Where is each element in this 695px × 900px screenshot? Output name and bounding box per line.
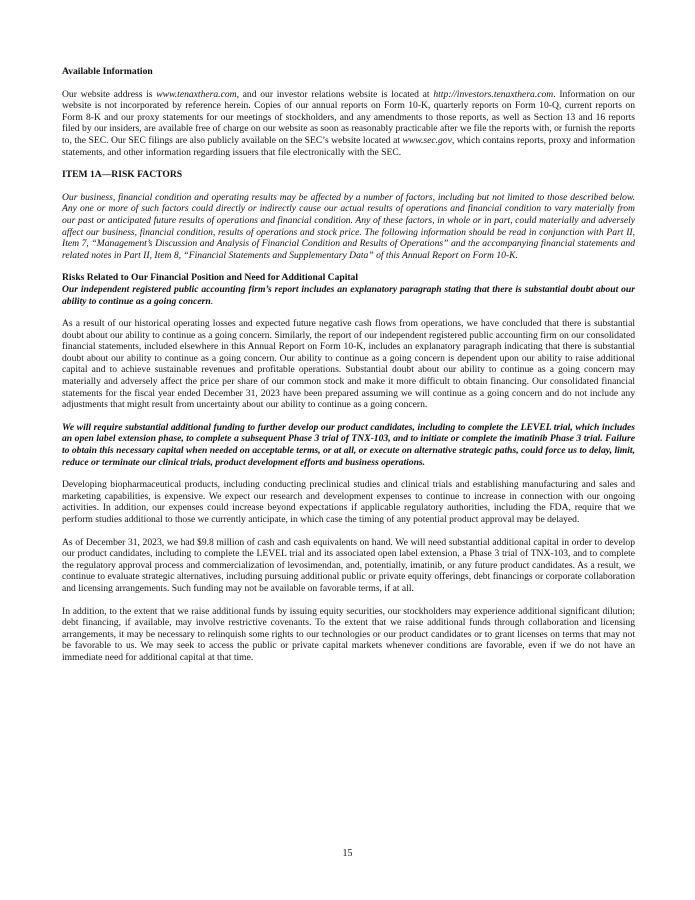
available-information-heading: Available Information [62, 66, 153, 77]
investor-relations-link: http://investors.tenaxthera.com [433, 88, 554, 100]
going-concern-paragraph: As a result of our historical operating losses and expected future negative cash flows from operations, we have concluded that there is substantial doubt about our ability to continue as a going concern. Similarly, the report of our independent registered public accounting firm on our consolidated financial statements, included elsewhere in this Annual Report on Form 10-K, includes an explanatory paragraph indicating that there is substantial doubt about our ability to continue as a going concern. Our ability to continue as a going concern is dependent upon our ability to raise additional capital and to achieve sustainable revenues and profitable operations. Substantial doubt about our ability to continue as a going concern may materially and adversely affect the price per share of our common stock and make it more difficult to obtain financing. Our consolidated financial statements for the fiscal year ended December 31, 2023 have been prepared assuming we will continue as a going concern and do not include any adjustments that might result from uncertainty about our ability to continue as a going concern. [62, 318, 635, 411]
financial-risks-heading: Risks Related to Our Financial Position and Need for Additional Capital [62, 272, 359, 284]
page-number: 15 [342, 848, 353, 859]
available-information-paragraph: Our website address is www.tenaxthera.com, and our investor relations website is located at http://investors.tenaxthera.com. Information on our website is not incorporated by reference herein. Copies of our annual reports on Form 10-K, quarterly reports on Form 10-Q, current reports on Form 8-K and our proxy statements for our meetings of stockholders, and any amendments to those reports, as well as Section 13 and 16 reports filed by our insiders, are available free of charge on our website as soon as reasonably practicable after we file the reports with, or furnish the reports to, the SEC. Our SEC filings are also publicly available on the SEC’s website located at www.sec.gov, which contains reports, proxy and information statements, and other information regarding issuers that file electronically with the SEC. [62, 88, 635, 158]
funding-paragraph-2: As of December 31, 2023, we had $9.8 million of cash and cash equivalents on hand. We will need substantial additional capital in order to develop our product candidates, including to complete the LEVEL trial and its associated open label extension, a Phase 3 trial of TNX-103, and to complete the regulatory approval process and commercialization of levosimendan, and, potentially, imatinib, or any future product candidates. As a result, we continue to evaluate strategic alternatives, including pursuing additional public or private equity offerings, debt financings or corporate collaboration and licensing arrangements. Such funding may not be available on favorable terms, if at all. [62, 536, 635, 594]
risk-factors-intro: Our business, financial condition and operating results may be affected by a number of factors, including but not limited to those described below. Any one or more of such factors could directly or indirectly cause our actual results of operations and financial condition to vary materially from our past or anticipated future results of operations and financial condition. Any of these factors, in whole or in part, could materially and adversely affect our business, financial condition, results of operations and stock price. The following information should be read in conjunction with Part II, Item 7, “Management’s Discussion and Analysis of Financial Condition and Results of Operations” and the accompanying financial statements and related notes in Part II, Item 8, “Financial Statements and Supplementary Data” of this Annual Report on Form 10-K. [62, 191, 635, 261]
sec-website-link: www.sec.gov [402, 134, 452, 146]
going-concern-title: Our independent registered public accounting firm’s report includes an explanatory paragraph stating that there is substantial doubt about our ability to continue as a going concern. [62, 283, 635, 307]
funding-paragraph-3: In addition, to the extent that we raise additional funds by issuing equity securities, our stockholders may experience additional significant dilution; debt financing, if available, may involve restrictive covenants. To the extent that we raise additional funds through collaboration and licensing arrangements, it may be necessary to relinquish some rights to our technologies or our product candidates or to grant licenses on terms that may not be favorable to us. We may seek to access the public or private capital markets whenever conditions are favorable, even if we do not have an immediate need for additional capital at that time. [62, 605, 635, 663]
item-1a-heading: ITEM 1A—RISK FACTORS [62, 169, 183, 181]
funding-paragraph-1: Developing biopharmaceutical products, including conducting preclinical studies and clinical trials and establishing manufacturing and sales and marketing capabilities, is expensive. We expect our research and development expenses to continue to increase in connection with our ongoing activities. In addition, our expenses could increase beyond expectations if applicable regulatory authorities, including the FDA, require that we perform studies additional to those we currently anticipate, in which case the timing of any potential product approval may be delayed. [62, 479, 635, 525]
funding-risk-title: We will require substantial additional funding to further develop our product candidates, including to complete the LEVEL trial, which includes an open label extension phase, to complete a subsequent Phase 3 trial of TNX-103, and to initiate or complete the imatinib Phase 3 trial. Failure to obtain this necessary capital when needed on acceptable terms, or at all, or execute on alternative strategic paths, could force us to delay, limit, reduce or terminate our clinical trials, product development efforts and business operations. [62, 421, 635, 468]
website-link: www.tenaxthera.com [156, 88, 237, 100]
